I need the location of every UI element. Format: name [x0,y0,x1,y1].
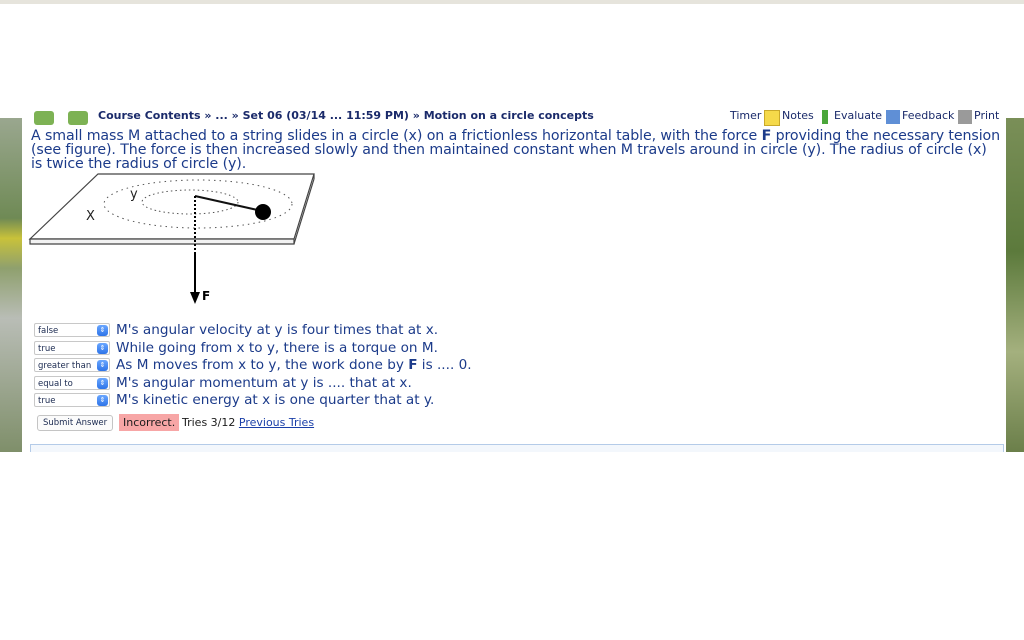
blank-area-bottom [12,452,1024,640]
problem-text-part2: providing the necessary tension (see figure). The force is then increased slowly and then maintained constant when M travels around in circle (y). The radius of circle (x) is twice the radius of circle (y). [31,128,1001,172]
problem-force-symbol: F [761,128,772,144]
mass-m [255,204,271,220]
print-icon[interactable] [958,110,972,124]
answer-statement [116,357,472,374]
answer-select[interactable] [34,393,110,407]
force-arrowhead [190,292,200,304]
blank-area-top [0,4,1024,118]
forward-arrow-icon[interactable] [68,111,88,125]
evaluate-icon[interactable] [822,110,828,124]
evaluate-button[interactable]: Evaluate [834,109,883,122]
answer-list [34,322,634,410]
submit-row [34,414,634,432]
selected-value: false [38,326,59,336]
select-arrow-icon[interactable]: ⇕ [97,360,108,371]
label-y: y [130,187,138,202]
answer-select[interactable] [34,376,110,390]
feedback-icon[interactable] [886,110,900,124]
previous-tries-link[interactable]: Previous Tries [238,416,315,429]
tries-count: Tries 3/12 [182,416,236,429]
submit-answer-button[interactable]: Submit Answer [37,415,113,431]
selected-value: greater than [38,361,92,372]
selected-value: true [38,343,56,354]
answer-select[interactable] [34,358,110,372]
desktop-background-right [1006,118,1024,452]
next-panel-edge [30,444,1004,452]
answer-select[interactable] [34,341,110,355]
nav-bar [22,109,1006,128]
answer-row [34,375,634,393]
statement-pre: As M moves from x to y, the work done by [116,357,409,374]
notes-icon[interactable] [764,110,780,126]
answer-row [34,392,634,410]
table-edge [30,239,294,244]
breadcrumb[interactable]: Course Contents » ... » Set 06 (03/14 ... 11:59 PM) » Motion on a circle concepts [98,109,594,122]
label-f: F [202,289,211,303]
answer-statement: While going from x to y, there is a torque on M. [116,339,438,356]
feedback-button[interactable]: Feedback [902,109,955,122]
select-arrow-icon[interactable]: ⇕ [97,378,108,389]
table-top [30,174,314,239]
status-badge: Incorrect. [119,414,179,431]
notes-button[interactable]: Notes [782,109,814,122]
answer-select[interactable] [34,323,110,337]
answer-statement: M's angular velocity at y is four times that at x. [116,322,439,338]
problem-panel [22,109,1006,452]
selected-value: equal to [38,378,73,389]
back-arrow-icon[interactable] [34,111,54,125]
problem-text-part1: A small mass M attached to a string slides in a circle (x) on a frictionless horizontal table, with the force [31,128,762,144]
tries-info [182,414,314,431]
answer-row [34,322,634,340]
statement-force: F [408,357,418,374]
select-arrow-icon[interactable]: ⇕ [97,343,108,354]
statement-post: is .... 0. [417,357,472,374]
timer-button[interactable]: Timer [730,109,762,122]
answer-statement: M's angular momentum at y is .... that at x. [116,374,412,391]
answer-statement: M's kinetic energy at x is one quarter that at y. [116,392,435,409]
selected-value: true [38,396,56,407]
problem-statement [31,129,1001,171]
answer-row [34,340,634,358]
problem-figure [30,174,314,314]
label-x: X [86,209,95,224]
select-arrow-icon[interactable]: ⇕ [97,395,108,406]
select-arrow-icon[interactable]: ⇕ [97,325,108,336]
answer-row [34,357,634,375]
desktop-background-left [0,118,22,452]
print-button[interactable]: Print [974,109,1000,122]
